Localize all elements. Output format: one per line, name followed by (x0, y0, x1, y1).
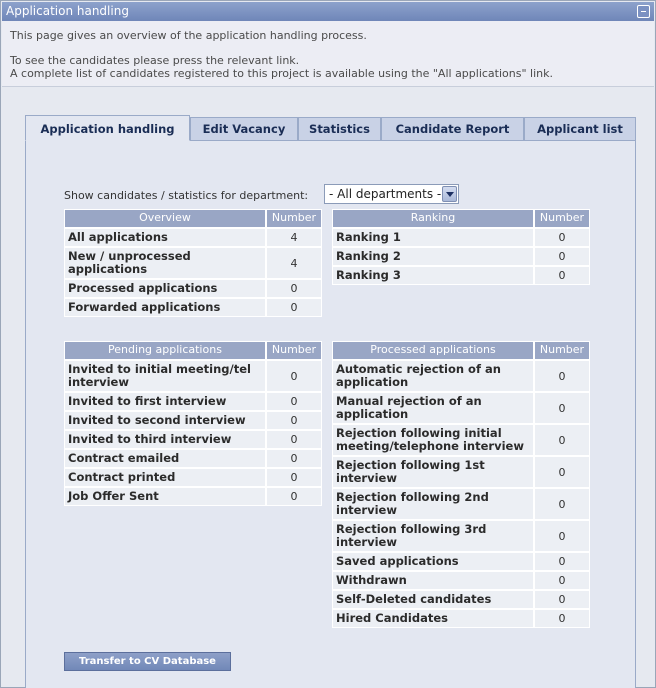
row-label-link[interactable]: Invited to initial meeting/tel interview (65, 359, 267, 391)
row-label-link[interactable]: Forwarded applications (65, 297, 267, 316)
row-count: 4 (267, 227, 321, 246)
row-label-link[interactable]: Invited to third interview (65, 429, 267, 448)
table-row (333, 227, 591, 246)
ranking-number-header: Number (535, 210, 589, 227)
chevron-down-icon[interactable] (442, 186, 457, 202)
intro-line-2: To see the candidates please press the relevant link. (10, 54, 300, 67)
table-row (65, 278, 323, 297)
window-titlebar (2, 2, 654, 21)
department-select[interactable] (324, 184, 459, 204)
pending-number-header: Number (267, 342, 321, 359)
row-count: 0 (535, 227, 589, 246)
row-count: 4 (267, 246, 321, 278)
department-filter-label: Show candidates / statistics for department: (64, 189, 309, 202)
table-row (333, 570, 591, 589)
ranking-table (332, 209, 590, 285)
tab-statistics[interactable]: Statistics (298, 117, 381, 141)
window-title: Application handling (6, 4, 129, 18)
row-count: 0 (535, 265, 589, 284)
table-row (65, 486, 323, 505)
row-count: 0 (535, 551, 589, 570)
row-count: 0 (535, 589, 589, 608)
row-label-link[interactable]: Hired Candidates (333, 608, 535, 627)
row-count: 0 (267, 467, 321, 486)
table-row (333, 551, 591, 570)
table-row (65, 467, 323, 486)
table-row (65, 359, 323, 391)
table-row (65, 297, 323, 316)
processed-header: Processed applications (333, 342, 535, 359)
row-label-link[interactable]: Self-Deleted candidates (333, 589, 535, 608)
row-count: 0 (535, 391, 589, 423)
row-label-link[interactable]: Saved applications (333, 551, 535, 570)
table-row (333, 423, 591, 455)
row-label-link[interactable]: Ranking 2 (333, 246, 535, 265)
table-row (333, 519, 591, 551)
table-row (333, 359, 591, 391)
row-count: 0 (535, 359, 589, 391)
tab-applicant-list[interactable]: Applicant list (524, 117, 636, 141)
row-label-link[interactable]: Processed applications (65, 278, 267, 297)
table-row (333, 391, 591, 423)
row-count: 0 (535, 423, 589, 455)
row-count: 0 (267, 391, 321, 410)
table-row (65, 429, 323, 448)
pending-header: Pending applications (65, 342, 267, 359)
row-count: 0 (267, 429, 321, 448)
table-row (65, 448, 323, 467)
row-count: 0 (535, 246, 589, 265)
row-label-link[interactable]: Rejection following 2nd interview (333, 487, 535, 519)
row-label-link[interactable]: Withdrawn (333, 570, 535, 589)
table-row (65, 391, 323, 410)
row-count: 0 (535, 519, 589, 551)
processed-number-header: Number (535, 342, 589, 359)
intro-line-3: A complete list of candidates registered to this project is available using the "All applications" link. (10, 67, 553, 80)
row-count: 0 (535, 570, 589, 589)
overview-number-header: Number (267, 210, 321, 227)
row-label-link[interactable]: Invited to second interview (65, 410, 267, 429)
table-row (333, 455, 591, 487)
row-count: 0 (267, 297, 321, 316)
ranking-header: Ranking (333, 210, 535, 227)
row-label-link[interactable]: Ranking 1 (333, 227, 535, 246)
table-row (333, 487, 591, 519)
row-label-link[interactable]: Contract emailed (65, 448, 267, 467)
row-label-link[interactable]: Rejection following initial meeting/telephone interview (333, 423, 535, 455)
row-count: 0 (267, 278, 321, 297)
overview-table (64, 209, 322, 317)
table-row (333, 265, 591, 284)
row-label-link[interactable]: New / unprocessed applications (65, 246, 267, 278)
table-row (333, 608, 591, 627)
row-label-link[interactable]: Job Offer Sent (65, 486, 267, 505)
tab-application-handling[interactable]: Application handling (25, 115, 190, 141)
table-row (333, 589, 591, 608)
row-count: 0 (267, 359, 321, 391)
intro-text (2, 21, 654, 87)
tab-edit-vacancy[interactable]: Edit Vacancy (190, 117, 298, 141)
processed-table (332, 341, 590, 628)
row-label-link[interactable]: Contract printed (65, 467, 267, 486)
row-count: 0 (535, 487, 589, 519)
table-row (65, 246, 323, 278)
row-label-link[interactable]: Ranking 3 (333, 265, 535, 284)
transfer-to-cv-database-button[interactable]: Transfer to CV Database (64, 652, 231, 671)
overview-header: Overview (65, 210, 267, 227)
tab-candidate-report[interactable]: Candidate Report (381, 117, 524, 141)
row-count: 0 (267, 410, 321, 429)
row-label-link[interactable]: Rejection following 3rd interview (333, 519, 535, 551)
row-label-link[interactable]: Invited to first interview (65, 391, 267, 410)
row-count: 0 (535, 608, 589, 627)
intro-line-1: This page gives an overview of the application handling process. (10, 29, 367, 42)
table-row (65, 410, 323, 429)
row-label-link[interactable]: Manual rejection of an application (333, 391, 535, 423)
row-label-link[interactable]: Rejection following 1st interview (333, 455, 535, 487)
table-row (333, 246, 591, 265)
department-select-value: - All departments - (329, 187, 442, 201)
row-count: 0 (267, 448, 321, 467)
row-label-link[interactable]: Automatic rejection of an application (333, 359, 535, 391)
row-count: 0 (267, 486, 321, 505)
table-row (65, 227, 323, 246)
pending-table (64, 341, 322, 506)
collapse-icon[interactable] (637, 5, 650, 18)
row-count: 0 (535, 455, 589, 487)
row-label-link[interactable]: All applications (65, 227, 267, 246)
